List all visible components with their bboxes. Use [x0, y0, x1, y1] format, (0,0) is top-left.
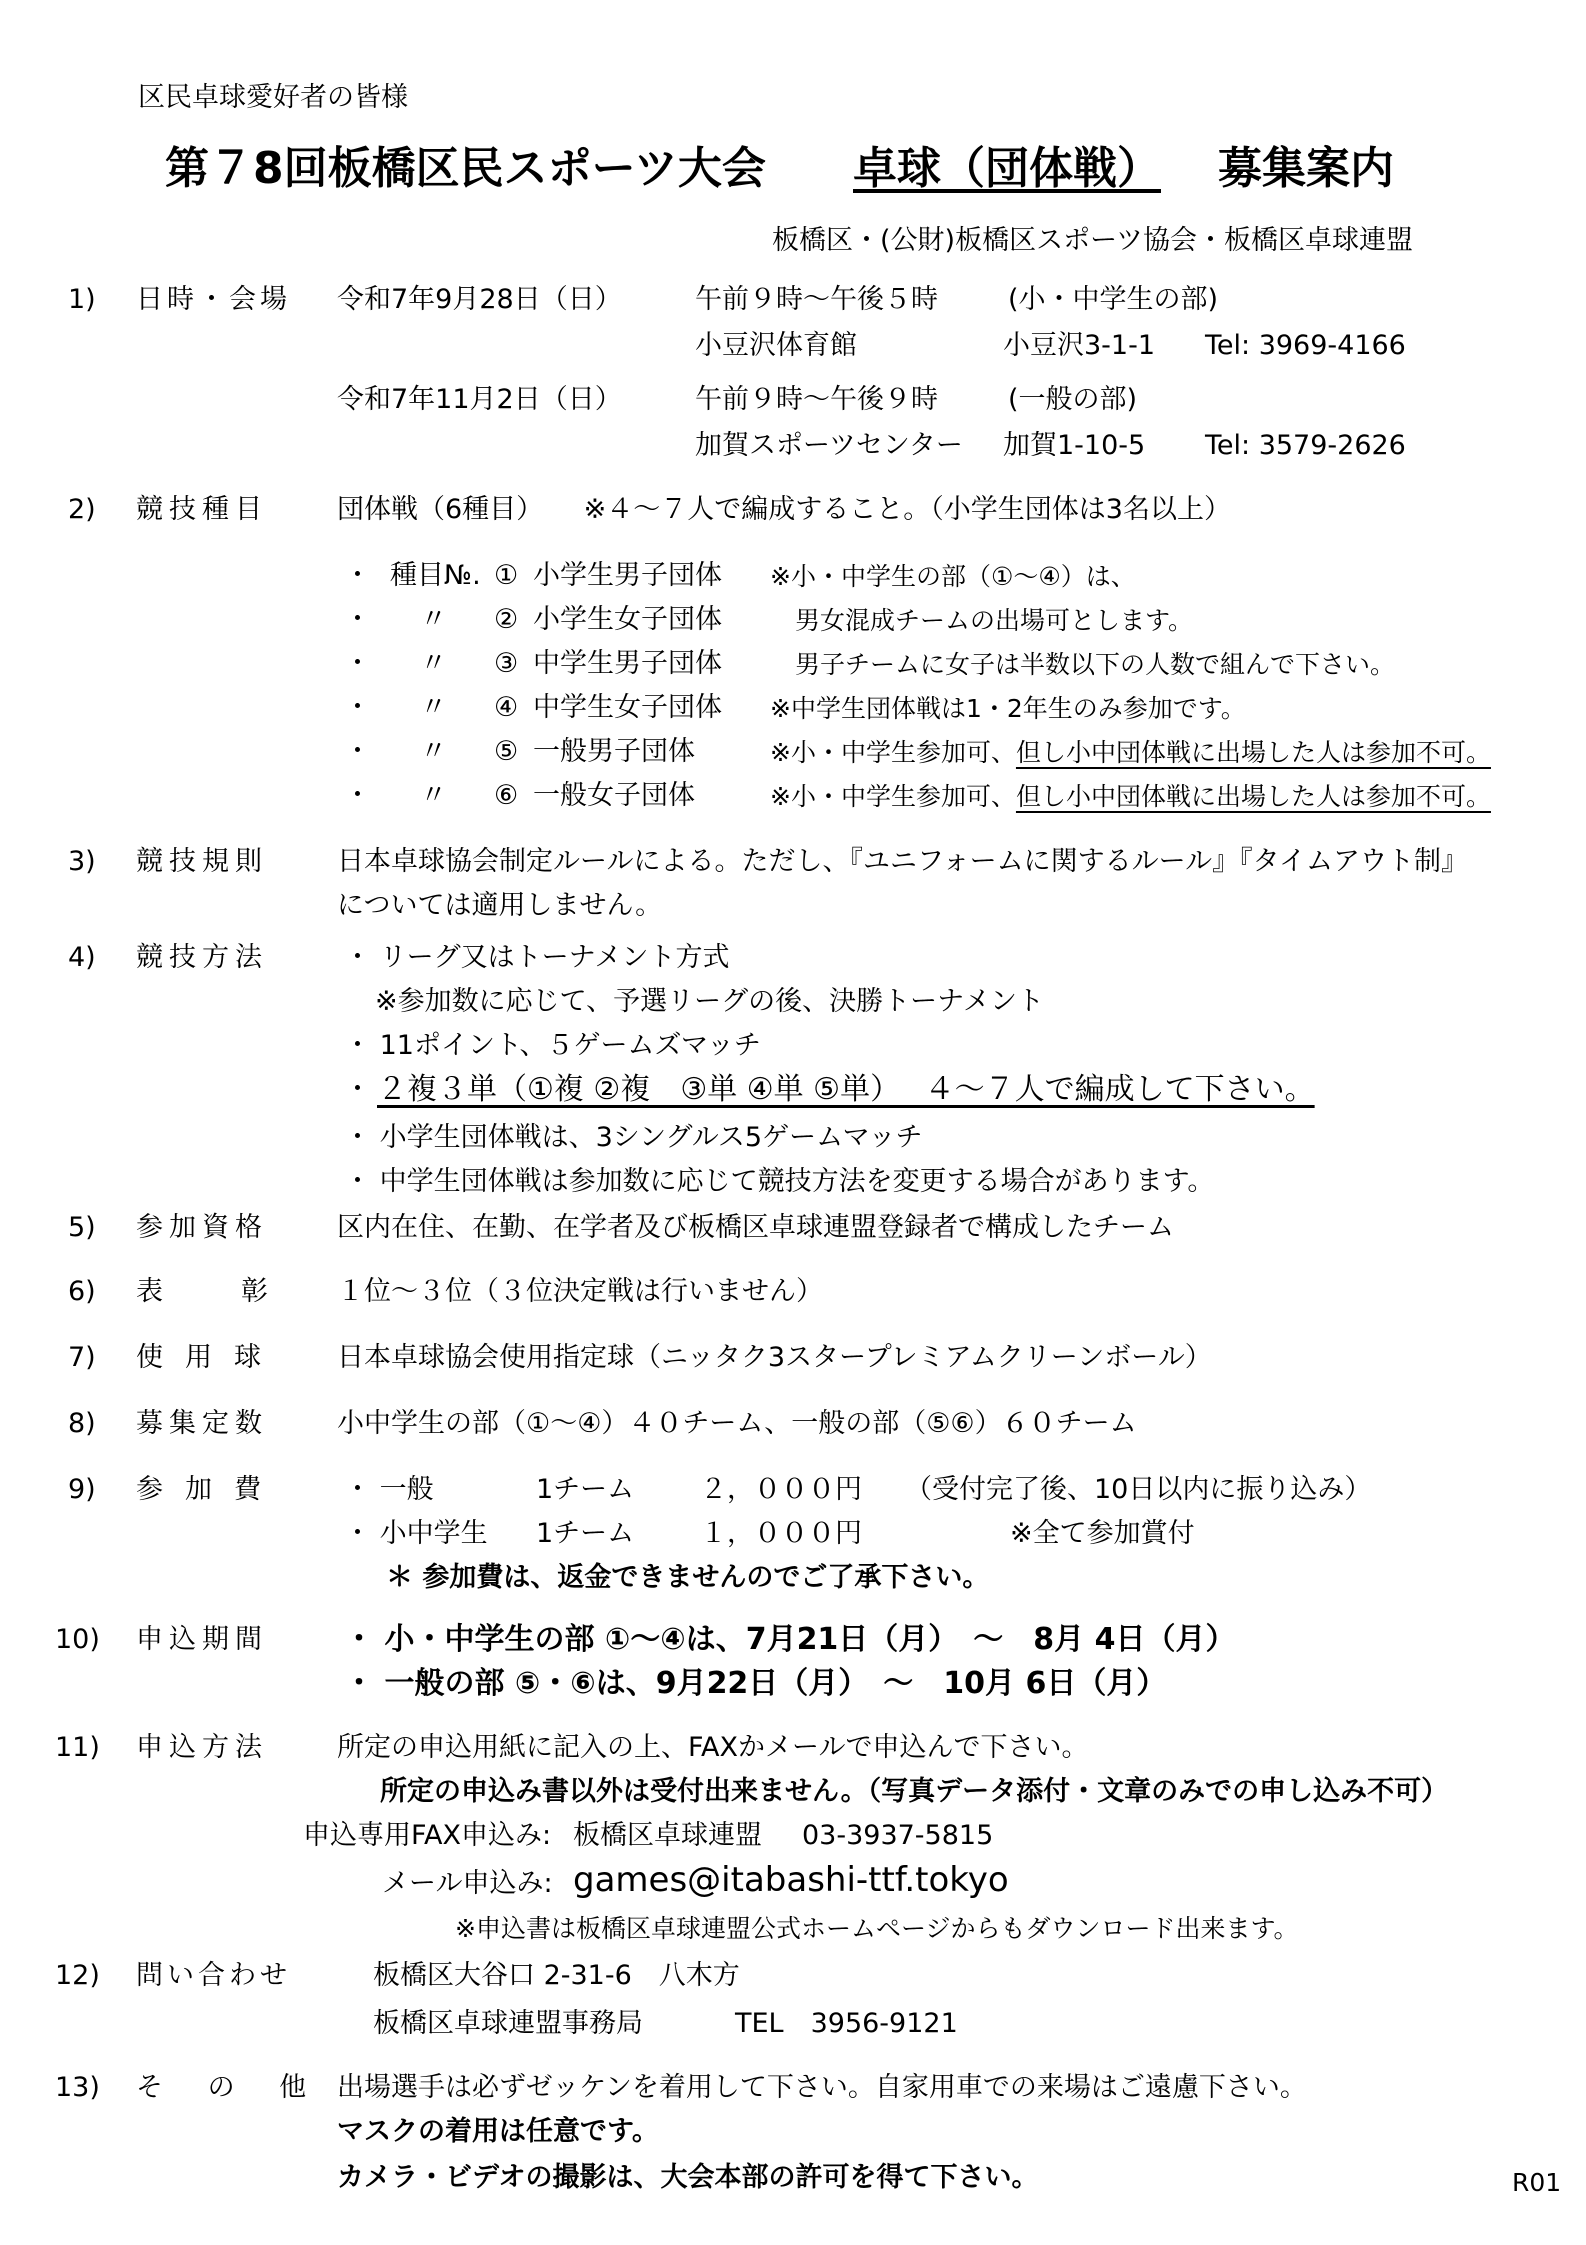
download-note: ※申込書は板橋区卓球連盟公式ホームページからもダウンロード出来ます。	[455, 1914, 1299, 1943]
event-1-name: 小学生男子団体	[533, 560, 722, 591]
section-6-number: 6)	[68, 1276, 96, 1307]
contact-tel: TEL 3956-9121	[735, 2008, 958, 2039]
fee-general-note: （受付完了後、10日以内に振り込み）	[905, 1474, 1372, 1505]
event-note-1: ※小・中学生の部（①～④）は、	[770, 562, 1136, 591]
event-bullet: ・	[344, 780, 371, 811]
method-line-2: ※参加数に応じて、予選リーグの後、決勝トーナメント	[375, 986, 1045, 1017]
section-9-label: 参加費	[136, 1474, 283, 1505]
section-5-label: 参加資格	[136, 1212, 268, 1243]
section-2-label: 競技種目	[136, 494, 268, 525]
event-5-name: 一般男子団体	[533, 736, 695, 767]
tel-1: Tel: 3969-4166	[1205, 330, 1406, 361]
method-line-1: ・ リーグ又はトーナメント方式	[344, 942, 730, 973]
section-13-number: 13)	[55, 2072, 100, 2103]
division-1: (小・中学生の部)	[1008, 284, 1219, 315]
event-5-number: ⑤	[494, 736, 519, 767]
contact-office: 板橋区卓球連盟事務局	[373, 2008, 643, 2039]
section-1-label: 日時・会場	[136, 284, 291, 315]
address-1: 小豆沢3-1-1	[1003, 330, 1156, 361]
event-3-number: ③	[494, 648, 519, 679]
apply-line-1: 所定の申込用紙に記入の上、FAXかメールで申込んで下さい。	[337, 1732, 1089, 1763]
section-3-number: 3)	[68, 846, 96, 877]
other-line-3: カメラ・ビデオの撮影は、大会本部の許可を得て下さい。	[337, 2162, 1039, 2193]
apply-line-2: 所定の申込み書以外は受付出来ません。（写真データ添付・文章のみでの申し込み不可）	[380, 1776, 1449, 1807]
section-7-number: 7)	[68, 1342, 96, 1373]
section-8-label: 募集定数	[136, 1408, 268, 1439]
section-5-number: 5)	[68, 1212, 96, 1243]
section-2-desc: 団体戦（6種目） ※４～７人で編成すること。（小学生団体は3名以上）	[337, 494, 1231, 525]
ditto-mark: 〃	[420, 648, 447, 679]
title-prefix: 第７8回板橋区民スポーツ大会	[165, 143, 766, 194]
event-bullet: ・	[344, 736, 371, 767]
venue-2: 加賀スポーツセンター	[695, 430, 963, 461]
section-2-number: 2)	[68, 494, 96, 525]
event-note-5-underlined: 但し小中団体戦に出場した人は参加不可。	[1015, 738, 1491, 767]
event-3-name: 中学生男子団体	[533, 648, 722, 679]
section-8-number: 8)	[68, 1408, 96, 1439]
event-2-name: 小学生女子団体	[533, 604, 722, 635]
date-2: 令和7年11月2日（日）	[337, 384, 622, 415]
event-note-6-underlined: 但し小中団体戦に出場した人は参加不可。	[1015, 782, 1491, 811]
venue-1: 小豆沢体育館	[695, 330, 857, 361]
section-10-number: 10)	[55, 1624, 100, 1655]
title-suffix: 募集案内	[1218, 143, 1394, 194]
ditto-mark: 〃	[420, 780, 447, 811]
fee-student-note: ※全て参加賞付	[1010, 1518, 1195, 1549]
fee-general-amount: ２，０００円	[700, 1474, 862, 1505]
event-bullet: ・	[344, 604, 371, 635]
document-code: R01	[1512, 2168, 1562, 2197]
method-line-4: ２複３単（①複 ②複 ③単 ④単 ⑤単） ４～７人で編成して下さい。	[377, 1072, 1315, 1107]
eligibility-text: 区内在住、在勤、在学者及び板橋区卓球連盟登録者で構成したチーム	[337, 1212, 1174, 1243]
greeting: 区民卓球愛好者の皆様	[138, 82, 408, 113]
fax-label: 申込専用FAX申込み:	[303, 1820, 552, 1851]
section-13-label: そ の 他	[136, 2072, 325, 2103]
other-line-1: 出場選手は必ずゼッケンを着用して下さい。自家用車での来場はご遠慮下さい。	[337, 2072, 1307, 2103]
ditto-mark: 〃	[420, 736, 447, 767]
method-line-3: ・ 11ポイント、５ゲームズマッチ	[344, 1030, 761, 1061]
ball-text: 日本卓球協会使用指定球（ニッタク3スタープレミアムクリーンボール）	[337, 1342, 1212, 1373]
section-9-number: 9)	[68, 1474, 96, 1505]
section-12-number: 12)	[55, 1960, 100, 1991]
tel-2: Tel: 3579-2626	[1205, 430, 1406, 461]
event-note-5: ※小・中学生参加可、但し小中団体戦に出場した人は参加不可。	[770, 738, 1491, 767]
fee-student-unit: 1チーム	[536, 1518, 635, 1549]
event-no-label: 種目№.	[390, 560, 481, 591]
time-2: 午前９時～午後９時	[695, 384, 938, 415]
rules-line-1: 日本卓球協会制定ルールによる。ただし、『ユニフォームに関するルール』『タイムアウト制』	[337, 846, 1469, 877]
rules-line-2: については適用しません。	[337, 890, 663, 921]
event-6-name: 一般女子団体	[533, 780, 695, 811]
section-12-label: 問い合わせ	[136, 1960, 291, 1991]
method-bullet: ・	[344, 1074, 371, 1105]
section-11-label: 申込方法	[136, 1732, 268, 1763]
event-note-6: ※小・中学生参加可、但し小中団体戦に出場した人は参加不可。	[770, 782, 1491, 811]
fee-general-unit: 1チーム	[536, 1474, 635, 1505]
section-4-label: 競技方法	[136, 942, 268, 973]
event-bullet: ・	[344, 648, 371, 679]
event-6-number: ⑥	[494, 780, 519, 811]
event-2-number: ②	[494, 604, 519, 635]
mail-label: メール申込み:	[382, 1868, 553, 1899]
event-note-2: 男女混成チームの出場可とします。	[795, 606, 1194, 635]
time-1: 午前９時～午後５時	[695, 284, 938, 315]
division-2: (一般の部)	[1008, 384, 1138, 415]
ditto-mark: 〃	[420, 692, 447, 723]
section-3-label: 競技規則	[136, 846, 268, 877]
event-1-number: ①	[494, 560, 519, 591]
fee-general-category: ・ 一般	[344, 1474, 434, 1505]
address-2: 加賀1-10-5	[1003, 430, 1146, 461]
event-bullet: ・	[344, 560, 371, 591]
no-refund-warning: ＊ 参加費は、返金できませんのでご了承下さい。	[386, 1562, 990, 1593]
event-note-4: ※中学生団体戦は1・2年生のみ参加です。	[770, 694, 1246, 723]
period-students: ・ 小・中学生の部 ①～④は、7月21日（月） ～ 8月 4日（月）	[344, 1622, 1236, 1657]
period-general: ・ 一般の部 ⑤・⑥は、9月22日（月） ～ 10月 6日（月）	[344, 1666, 1167, 1701]
awards-text: １位～３位（３位決定戦は行いません）	[337, 1276, 823, 1307]
event-note-3: 男子チームに女子は半数以下の人数で組んで下さい。	[795, 650, 1396, 679]
title-event: 卓球（団体戦）	[853, 143, 1161, 194]
contact-address: 板橋区大谷口 2-31-6 八木方	[373, 1960, 740, 1991]
section-10-label: 申込期間	[136, 1624, 268, 1655]
event-4-name: 中学生女子団体	[533, 692, 722, 723]
event-bullet: ・	[344, 692, 371, 723]
fee-student-category: ・ 小中学生	[344, 1518, 488, 1549]
section-7-label: 使用球	[136, 1342, 283, 1373]
ditto-mark: 〃	[420, 604, 447, 635]
method-line-5: ・ 小学生団体戦は、3シングルス5ゲームマッチ	[344, 1122, 923, 1153]
fax-number: 03-3937-5815	[802, 1820, 994, 1851]
mail-address-link[interactable]: games@itabashi-ttf.tokyo	[573, 1860, 1009, 1900]
fee-student-amount: １，０００円	[700, 1518, 862, 1549]
section-1-number: 1)	[68, 284, 96, 315]
capacity-text: 小中学生の部（①～④）４０チーム、一般の部（⑤⑥）６０チーム	[337, 1408, 1137, 1439]
section-11-number: 11)	[55, 1732, 100, 1763]
organizers: 板橋区・(公財)板橋区スポーツ協会・板橋区卓球連盟	[772, 225, 1413, 256]
fax-name: 板橋区卓球連盟	[573, 1820, 762, 1851]
method-line-6: ・ 中学生団体戦は参加数に応じて競技方法を変更する場合があります。	[344, 1166, 1215, 1197]
section-6-label: 表 彰	[136, 1276, 276, 1307]
section-4-number: 4)	[68, 942, 96, 973]
other-line-2: マスクの着用は任意です。	[337, 2116, 659, 2147]
date-1: 令和7年9月28日（日）	[337, 284, 622, 315]
event-4-number: ④	[494, 692, 519, 723]
